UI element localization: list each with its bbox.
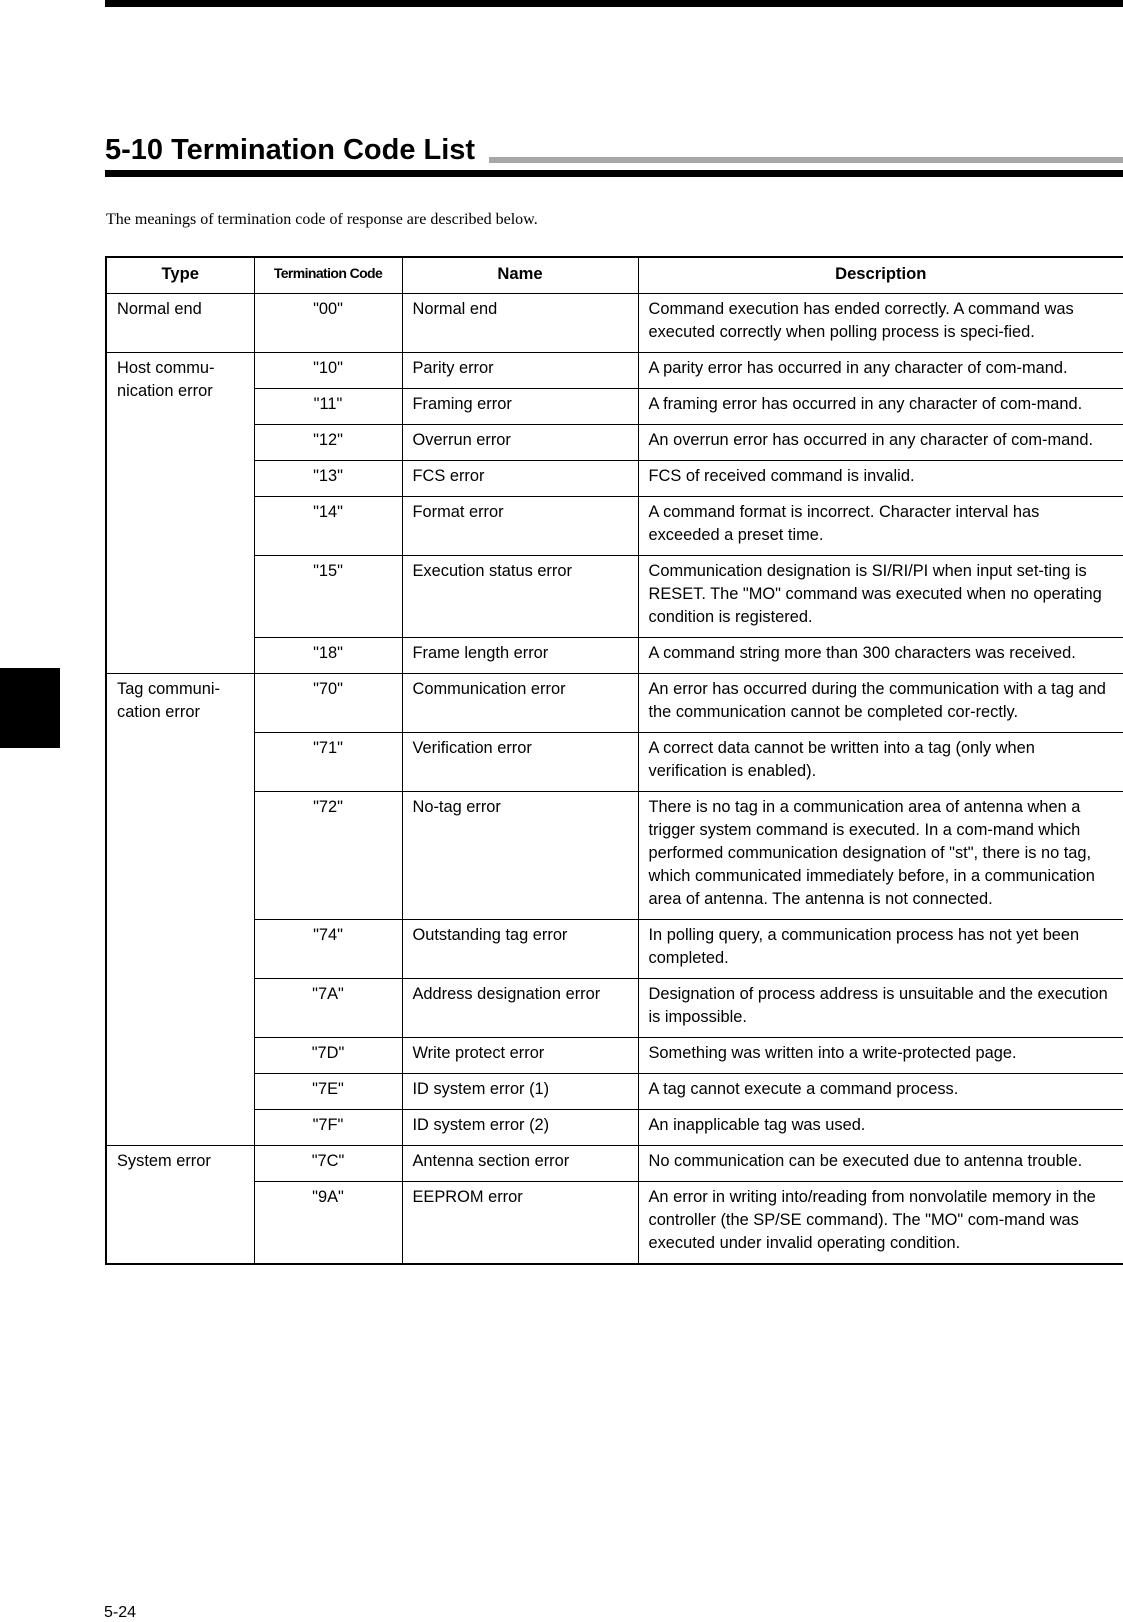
code-cell: "7E" [254, 1074, 402, 1110]
table-row [106, 638, 1123, 674]
code-cell: "7C" [254, 1146, 402, 1182]
name-cell: Outstanding tag error [402, 920, 638, 979]
name-cell: Execution status error [402, 556, 638, 638]
header-termination-code: Termination Code [254, 257, 402, 294]
code-cell: "15" [254, 556, 402, 638]
table-row [106, 979, 1123, 1038]
code-cell: "18" [254, 638, 402, 674]
description-cell: A parity error has occurred in any character of com-mand. [638, 353, 1123, 389]
name-cell: Format error [402, 497, 638, 556]
description-cell: An error has occurred during the communication with a tag and the communication cannot be completed cor-rectly. [638, 674, 1123, 733]
name-cell: Overrun error [402, 425, 638, 461]
table-row [106, 425, 1123, 461]
name-cell: Normal end [402, 294, 638, 353]
description-cell: An inapplicable tag was used. [638, 1110, 1123, 1146]
table-row [106, 556, 1123, 638]
title-gray-rule [489, 157, 1123, 163]
code-cell: "13" [254, 461, 402, 497]
code-cell: "71" [254, 733, 402, 792]
table-row [106, 1110, 1123, 1146]
page-number: 5-24 [104, 1604, 137, 1621]
table-row [106, 792, 1123, 920]
description-cell: FCS of received command is invalid. [638, 461, 1123, 497]
section-header [105, 128, 1123, 180]
table-row [106, 353, 1123, 389]
code-cell: "70" [254, 674, 402, 733]
table-row [106, 294, 1123, 353]
name-cell: ID system error (2) [402, 1110, 638, 1146]
name-cell: Communication error [402, 674, 638, 733]
description-cell: Communication designation is SI/RI/PI when input set-ting is RESET. The "MO" command was executed when no operating condition is registered. [638, 556, 1123, 638]
title-black-rule [105, 170, 1123, 177]
description-cell: A command format is incorrect. Character interval has exceeded a preset time. [638, 497, 1123, 556]
header-type: Type [106, 257, 254, 294]
table-row [106, 733, 1123, 792]
code-cell: "14" [254, 497, 402, 556]
table-row [106, 497, 1123, 556]
table-body [106, 294, 1123, 1265]
code-cell: "72" [254, 792, 402, 920]
name-cell: FCS error [402, 461, 638, 497]
description-cell: Designation of process address is unsuitable and the execution is impossible. [638, 979, 1123, 1038]
description-cell: A command string more than 300 characters was received. [638, 638, 1123, 674]
top-rule [105, 0, 1123, 7]
table-row [106, 1074, 1123, 1110]
type-cell: Host commu-nication error [106, 353, 254, 674]
name-cell: Address designation error [402, 979, 638, 1038]
description-cell: Something was written into a write-protected page. [638, 1038, 1123, 1074]
header-name: Name [402, 257, 638, 294]
intro-paragraph: The meanings of termination code of response are described below. [106, 211, 538, 228]
description-cell: In polling query, a communication process has not yet been completed. [638, 920, 1123, 979]
code-cell: "7D" [254, 1038, 402, 1074]
chapter-tab-marker [0, 668, 60, 748]
table-row [106, 1146, 1123, 1182]
section-title: 5-10 Termination Code List [105, 132, 479, 168]
type-cell: System error [106, 1146, 254, 1265]
table-row [106, 920, 1123, 979]
code-cell: "12" [254, 425, 402, 461]
name-cell: Framing error [402, 389, 638, 425]
table-row [106, 1182, 1123, 1265]
name-cell: ID system error (1) [402, 1074, 638, 1110]
description-cell: Command execution has ended correctly. A command was executed correctly when polling process is speci-fied. [638, 294, 1123, 353]
description-cell: A correct data cannot be written into a tag (only when verification is enabled). [638, 733, 1123, 792]
termination-code-table [105, 256, 1123, 1265]
description-cell: An error in writing into/reading from nonvolatile memory in the controller (the SP/SE command). The "MO" com-mand was executed under invalid operating condition. [638, 1182, 1123, 1265]
name-cell: Verification error [402, 733, 638, 792]
type-cell: Normal end [106, 294, 254, 353]
code-cell: "9A" [254, 1182, 402, 1265]
code-cell: "7A" [254, 979, 402, 1038]
description-cell: A framing error has occurred in any character of com-mand. [638, 389, 1123, 425]
code-cell: "10" [254, 353, 402, 389]
table-row [106, 389, 1123, 425]
description-cell: No communication can be executed due to antenna trouble. [638, 1146, 1123, 1182]
code-cell: "7F" [254, 1110, 402, 1146]
name-cell: Write protect error [402, 1038, 638, 1074]
name-cell: Parity error [402, 353, 638, 389]
table-header-row [106, 257, 1123, 294]
code-cell: "00" [254, 294, 402, 353]
name-cell: No-tag error [402, 792, 638, 920]
name-cell: Antenna section error [402, 1146, 638, 1182]
table-row [106, 674, 1123, 733]
name-cell: EEPROM error [402, 1182, 638, 1265]
description-cell: An overrun error has occurred in any character of com-mand. [638, 425, 1123, 461]
name-cell: Frame length error [402, 638, 638, 674]
description-cell: A tag cannot execute a command process. [638, 1074, 1123, 1110]
description-cell: There is no tag in a communication area of antenna when a trigger system command is executed. In a com-mand which performed communication designation of "st", there is no tag, which communicated immediately before, in a communication area of antenna. The antenna is not connected. [638, 792, 1123, 920]
type-cell: Tag communi-cation error [106, 674, 254, 1146]
table-row [106, 1038, 1123, 1074]
table-row [106, 461, 1123, 497]
header-description: Description [638, 257, 1123, 294]
code-cell: "11" [254, 389, 402, 425]
code-cell: "74" [254, 920, 402, 979]
